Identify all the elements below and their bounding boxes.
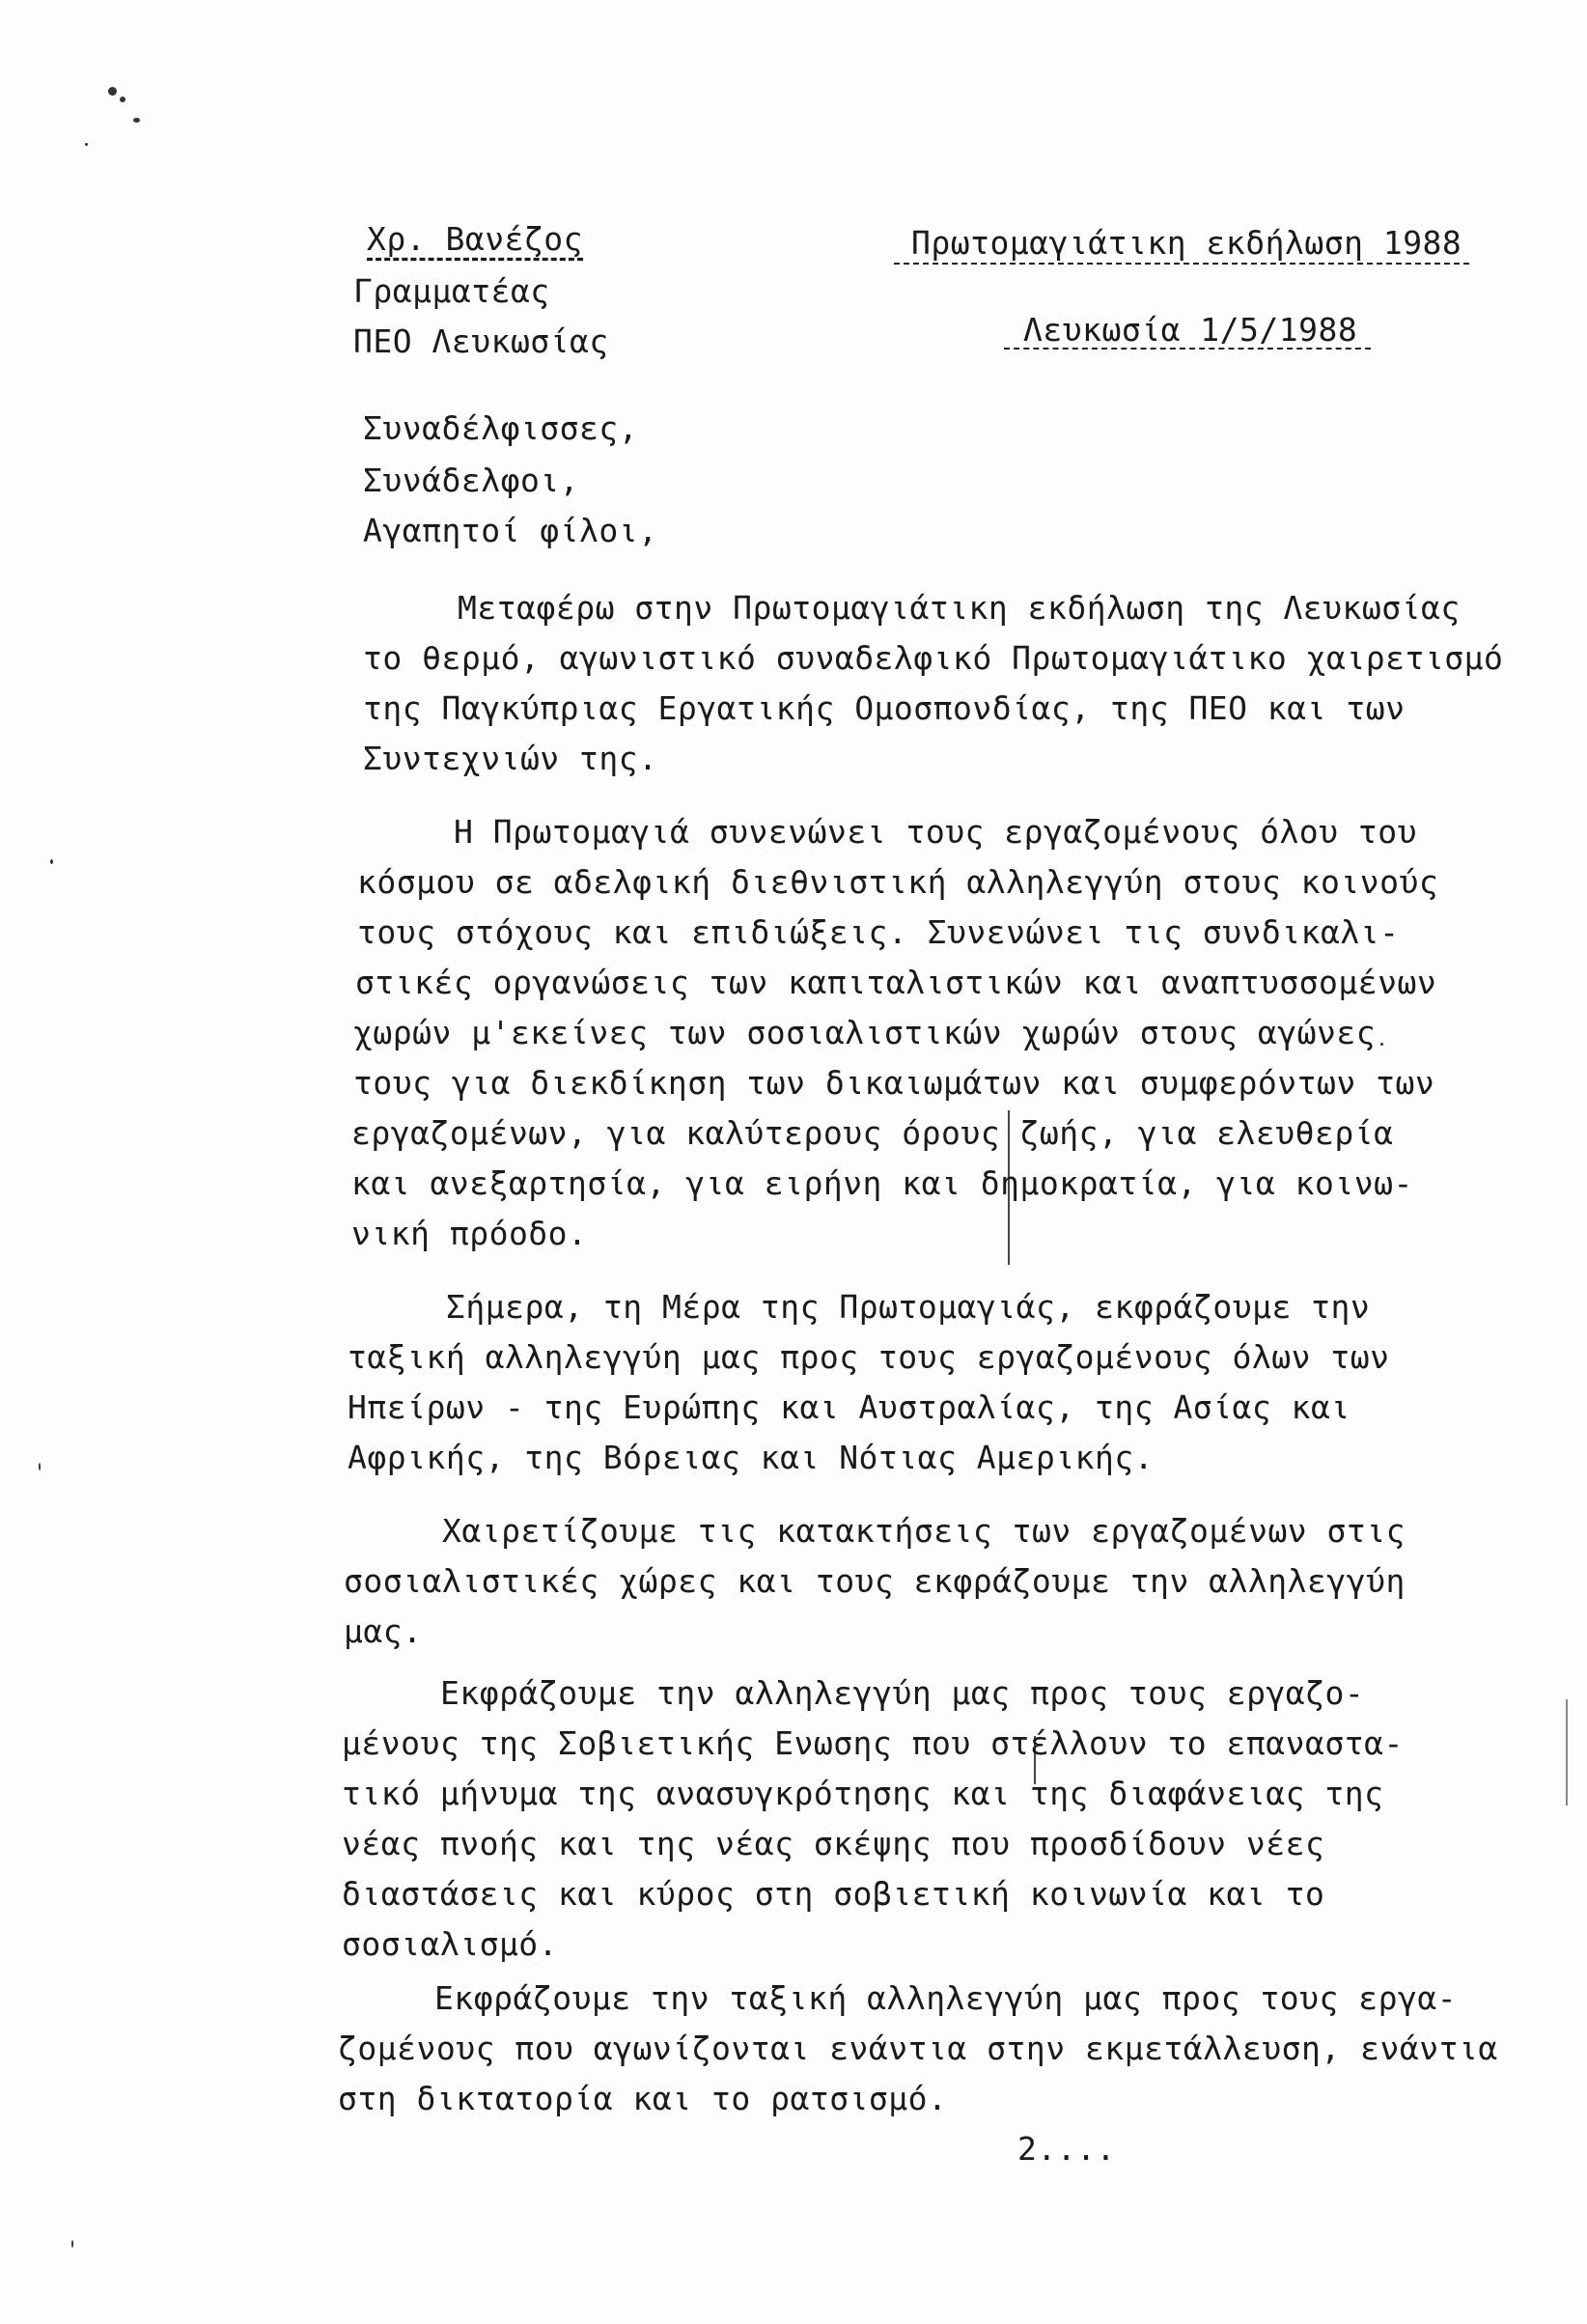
scan-speck bbox=[133, 118, 140, 123]
body-line: της Παγκύπριας Εργατικής Ομοσπονδίας, της ΠΕΟ και των bbox=[363, 689, 1406, 727]
body-line: Σήμερα, τη Μέρα της Πρωτομαγιάς, εκφράζουμε την bbox=[446, 1288, 1371, 1326]
body-line: στικές οργανώσεις των καπιταλιστικών και αναπτυσσομένων bbox=[355, 964, 1437, 1001]
body-line: κόσμου σε αδελφική διεθνιστική αλληλεγγύη στους κοινούς bbox=[357, 863, 1439, 901]
body-line: Η Πρωτομαγιά συνενώνει τους εργαζομένους όλου του bbox=[454, 813, 1418, 851]
body-line: το θερμό, αγωνιστικό συναδελφικό Πρωτομαγιάτικο χαιρετισμό bbox=[363, 639, 1504, 677]
author-org: ΠΕΟ Λευκωσίας bbox=[353, 322, 609, 360]
event-title: Πρωτομαγιάτικη εκδήλωση 1988 bbox=[911, 224, 1462, 262]
author-title: Γραμματέας bbox=[353, 272, 550, 310]
salutation-line: Συναδέλφισσες, bbox=[363, 409, 639, 447]
salutation-line: Συνάδελφοι, bbox=[363, 462, 580, 499]
margin-mark bbox=[1566, 1699, 1568, 1806]
page-continuation: 2.... bbox=[1017, 2130, 1116, 2168]
body-line: και ανεξαρτησία, για ειρήνη και δημοκρατία, για κοινω- bbox=[351, 1164, 1413, 1202]
scan-speck bbox=[71, 2240, 73, 2248]
event-title-underline bbox=[894, 263, 1469, 265]
body-line: Αφρικής, της Βόρειας και Νότιας Αμερικής. bbox=[348, 1439, 1155, 1476]
body-line: τικό μήνυμα της ανασυγκρότησης και της διαφάνειας της bbox=[342, 1775, 1384, 1812]
body-line: χωρών μ'εκείνες των σοσιαλιστικών χωρών στους αγώνες bbox=[353, 1014, 1377, 1051]
scan-speck bbox=[85, 143, 88, 146]
scan-speck bbox=[39, 1463, 41, 1470]
body-line: εργαζομένων, για καλύτερους όρους ζωής, για ελευθερία bbox=[351, 1114, 1394, 1152]
salutation-line: Αγαπητοί φίλοι, bbox=[363, 512, 658, 549]
body-line: νική πρόοδο. bbox=[351, 1215, 588, 1252]
body-line: μας. bbox=[344, 1612, 423, 1650]
body-line: Χαιρετίζουμε τις κατακτήσεις των εργαζομένων στις bbox=[442, 1512, 1406, 1550]
scan-speck bbox=[120, 97, 125, 102]
body-line: νέας πνοής και της νέας σκέψης που προσδίδουν νέες bbox=[342, 1825, 1325, 1862]
body-line: Εκφράζουμε την ταξική αλληλεγγύη μας προς τους εργα- bbox=[434, 1979, 1458, 2017]
body-line: ταξική αλληλεγγύη μας προς τους εργαζομένους όλων των bbox=[348, 1338, 1390, 1376]
author-name: Χρ. Βανέζος bbox=[367, 220, 584, 258]
place-date: Λευκωσία 1/5/1988 bbox=[1023, 311, 1358, 349]
body-line: ζομένους που αγωνίζονται ενάντια στην εκμετάλλευση, ενάντια bbox=[338, 2030, 1498, 2067]
scan-speck bbox=[1380, 1043, 1383, 1046]
body-line: τους στόχους και επιδιώξεις. Συνενώνει τις συνδικαλι- bbox=[357, 913, 1400, 951]
body-line: στη δικτατορία και το ρατσισμό. bbox=[338, 2080, 948, 2117]
body-line: Εκφράζουμε την αλληλεγγύη μας προς τους εργαζο- bbox=[440, 1674, 1365, 1712]
scan-speck bbox=[50, 859, 53, 864]
body-line: μένους της Σοβιετικής Ενωσης που στέλλουν το επαναστα- bbox=[342, 1724, 1404, 1762]
body-line: τους για διεκδίκηση των δικαιωμάτων και συμφερόντων των bbox=[353, 1064, 1435, 1102]
body-line: σοσιαλισμό. bbox=[342, 1925, 559, 1963]
body-line: σοσιαλιστικές χώρες και τους εκφράζουμε την αλληλεγγύη bbox=[344, 1562, 1406, 1600]
body-line: διαστάσεις και κύρος στη σοβιετική κοινωνία και το bbox=[342, 1875, 1325, 1913]
body-line: Ηπείρων - της Ευρώπης και Αυστραλίας, της Ασίας και bbox=[348, 1388, 1350, 1426]
scan-speck bbox=[108, 87, 117, 96]
body-line: Μεταφέρω στην Πρωτομαγιάτικη εκδήλωση της Λευκωσίας bbox=[458, 589, 1461, 627]
body-line: Συντεχνιών της. bbox=[363, 740, 658, 777]
place-date-underline bbox=[1004, 348, 1371, 350]
